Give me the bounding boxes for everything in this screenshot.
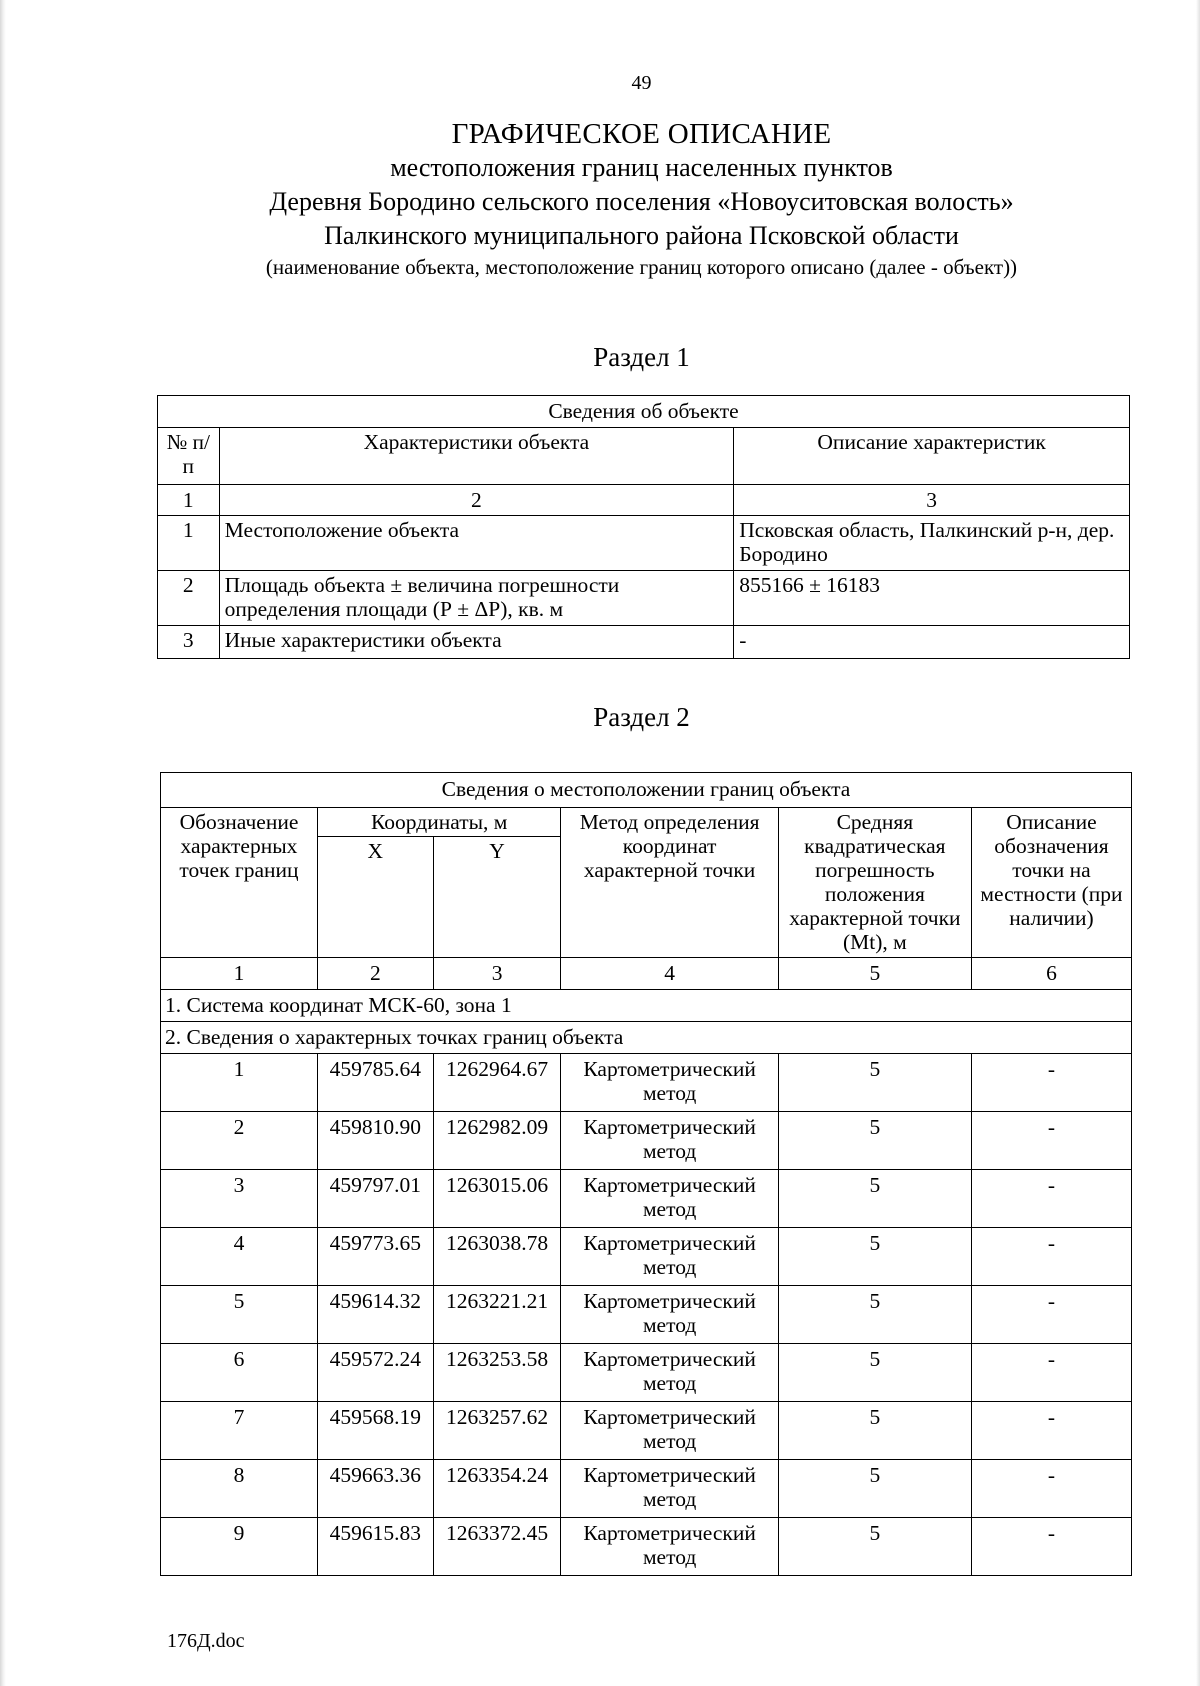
point-x: 459773.65 xyxy=(317,1228,433,1286)
point-y: 1263038.78 xyxy=(433,1228,561,1286)
point-error: 5 xyxy=(778,1054,971,1112)
table-header-row xyxy=(158,428,1130,485)
table-row xyxy=(158,516,1130,571)
row-value: 855166 ± 16183 xyxy=(734,571,1130,626)
row-value: Псковская область, Палкинский р-н, дер. Бородино xyxy=(734,516,1130,571)
point-description: - xyxy=(971,1112,1131,1170)
point-x: 459810.90 xyxy=(317,1112,433,1170)
point-method: Картометрический метод xyxy=(561,1344,778,1402)
row-number: 3 xyxy=(158,626,220,659)
page-number: 49 xyxy=(631,72,652,94)
column-index-row xyxy=(158,485,1130,516)
section-2-heading: Раздел 2 xyxy=(593,702,690,732)
point-id: 1 xyxy=(161,1054,318,1112)
point-method: Картометрический метод xyxy=(561,1460,778,1518)
point-error: 5 xyxy=(778,1286,971,1344)
point-id: 5 xyxy=(161,1286,318,1344)
point-y: 1263372.45 xyxy=(433,1518,561,1576)
column-index: 2 xyxy=(317,958,433,990)
table-caption: Сведения об объекте xyxy=(158,396,1130,428)
point-id: 8 xyxy=(161,1460,318,1518)
point-description: - xyxy=(971,1228,1131,1286)
column-header-x: X xyxy=(317,837,433,958)
point-error: 5 xyxy=(778,1112,971,1170)
table-row xyxy=(161,1228,1132,1286)
point-description: - xyxy=(971,1344,1131,1402)
point-x: 459785.64 xyxy=(317,1054,433,1112)
column-index: 2 xyxy=(219,485,734,516)
point-method: Картометрический метод xyxy=(561,1170,778,1228)
coordinate-system-row xyxy=(161,990,1132,1022)
row-number: 2 xyxy=(158,571,220,626)
column-index: 1 xyxy=(158,485,220,516)
document-header xyxy=(0,117,1200,281)
coordinate-system-label: 1. Система координат МСК-60, зона 1 xyxy=(161,990,1132,1022)
table-caption-row xyxy=(161,773,1132,808)
point-y: 1263354.24 xyxy=(433,1460,561,1518)
row-number: 1 xyxy=(158,516,220,571)
point-id: 7 xyxy=(161,1402,318,1460)
table-row xyxy=(161,1518,1132,1576)
point-x: 459614.32 xyxy=(317,1286,433,1344)
point-description: - xyxy=(971,1402,1131,1460)
row-value: - xyxy=(734,626,1130,659)
point-x: 459797.01 xyxy=(317,1170,433,1228)
document-title: ГРАФИЧЕСКОЕ ОПИСАНИЕ xyxy=(451,118,832,150)
table-row xyxy=(161,1054,1132,1112)
table-header-row xyxy=(161,808,1132,837)
column-header-number: № п/п xyxy=(158,428,220,485)
point-error: 5 xyxy=(778,1460,971,1518)
column-index: 6 xyxy=(971,958,1131,990)
point-method: Картометрический метод xyxy=(561,1402,778,1460)
point-description: - xyxy=(971,1054,1131,1112)
column-header-error: Средняя квадратическая погрешность положения характерной точки (Mt), м xyxy=(778,808,971,958)
point-error: 5 xyxy=(778,1228,971,1286)
points-caption-label: 2. Сведения о характерных точках границ объекта xyxy=(161,1022,1132,1054)
boundary-points-table xyxy=(160,772,1132,1576)
point-x: 459663.36 xyxy=(317,1460,433,1518)
object-info-table xyxy=(157,395,1130,659)
point-y: 1263221.21 xyxy=(433,1286,561,1344)
point-x: 459615.83 xyxy=(317,1518,433,1576)
table-row xyxy=(161,1460,1132,1518)
point-error: 5 xyxy=(778,1402,971,1460)
point-error: 5 xyxy=(778,1518,971,1576)
point-description: - xyxy=(971,1286,1131,1344)
column-header-method: Метод определения координат характерной точки xyxy=(561,808,778,958)
table-caption-row xyxy=(158,396,1130,428)
table-row xyxy=(161,1286,1132,1344)
point-y: 1262964.67 xyxy=(433,1054,561,1112)
points-caption-row xyxy=(161,1022,1132,1054)
section-1-heading: Раздел 1 xyxy=(593,342,690,372)
row-characteristic: Площадь объекта ± величина погрешности определения площади (Р ± ΔР), кв. м xyxy=(219,571,734,626)
point-y: 1262982.09 xyxy=(433,1112,561,1170)
table-row xyxy=(161,1112,1132,1170)
point-y: 1263253.58 xyxy=(433,1344,561,1402)
row-characteristic: Местоположение объекта xyxy=(219,516,734,571)
point-description: - xyxy=(971,1170,1131,1228)
footer-filename: 176Д.doc xyxy=(167,1630,245,1652)
column-header-characteristics: Характеристики объекта xyxy=(219,428,734,485)
column-header-description: Описание характеристик xyxy=(734,428,1130,485)
point-x: 459572.24 xyxy=(317,1344,433,1402)
point-method: Картометрический метод xyxy=(561,1112,778,1170)
point-error: 5 xyxy=(778,1170,971,1228)
table-row xyxy=(158,626,1130,659)
point-id: 3 xyxy=(161,1170,318,1228)
document-subtitle-line-3: Деревня Бородино сельского поселения «Новоуситовская волость» xyxy=(269,187,1014,216)
column-index: 1 xyxy=(161,958,318,990)
column-index: 3 xyxy=(734,485,1130,516)
point-error: 5 xyxy=(778,1344,971,1402)
point-method: Картометрический метод xyxy=(561,1286,778,1344)
point-id: 4 xyxy=(161,1228,318,1286)
document-note: (наименование объекта, местоположение границ которого описано (далее - объект)) xyxy=(265,255,1018,279)
point-method: Картометрический метод xyxy=(561,1228,778,1286)
column-header-designation: Обозначение характерных точек границ xyxy=(161,808,318,958)
point-id: 2 xyxy=(161,1112,318,1170)
point-y: 1263257.62 xyxy=(433,1402,561,1460)
point-id: 6 xyxy=(161,1344,318,1402)
table-row xyxy=(161,1344,1132,1402)
column-index: 4 xyxy=(561,958,778,990)
point-y: 1263015.06 xyxy=(433,1170,561,1228)
table-row xyxy=(161,1402,1132,1460)
column-index: 5 xyxy=(778,958,971,990)
column-index: 3 xyxy=(433,958,561,990)
point-description: - xyxy=(971,1518,1131,1576)
point-x: 459568.19 xyxy=(317,1402,433,1460)
document-subtitle-line-4: Палкинского муниципального района Псковской области xyxy=(324,221,959,250)
column-index-row xyxy=(161,958,1132,990)
point-id: 9 xyxy=(161,1518,318,1576)
table-row xyxy=(158,571,1130,626)
table-row xyxy=(161,1170,1132,1228)
point-method: Картометрический метод xyxy=(561,1054,778,1112)
point-method: Картометрический метод xyxy=(561,1518,778,1576)
column-header-point-description: Описание обозначения точки на местности (при наличии) xyxy=(971,808,1131,958)
row-characteristic: Иные характеристики объекта xyxy=(219,626,734,659)
table-caption: Сведения о местоположении границ объекта xyxy=(161,773,1132,808)
column-header-y: Y xyxy=(433,837,561,958)
point-description: - xyxy=(971,1460,1131,1518)
document-subtitle-line-2: местоположения границ населенных пунктов xyxy=(390,153,893,182)
column-header-coordinates: Координаты, м xyxy=(317,808,560,837)
